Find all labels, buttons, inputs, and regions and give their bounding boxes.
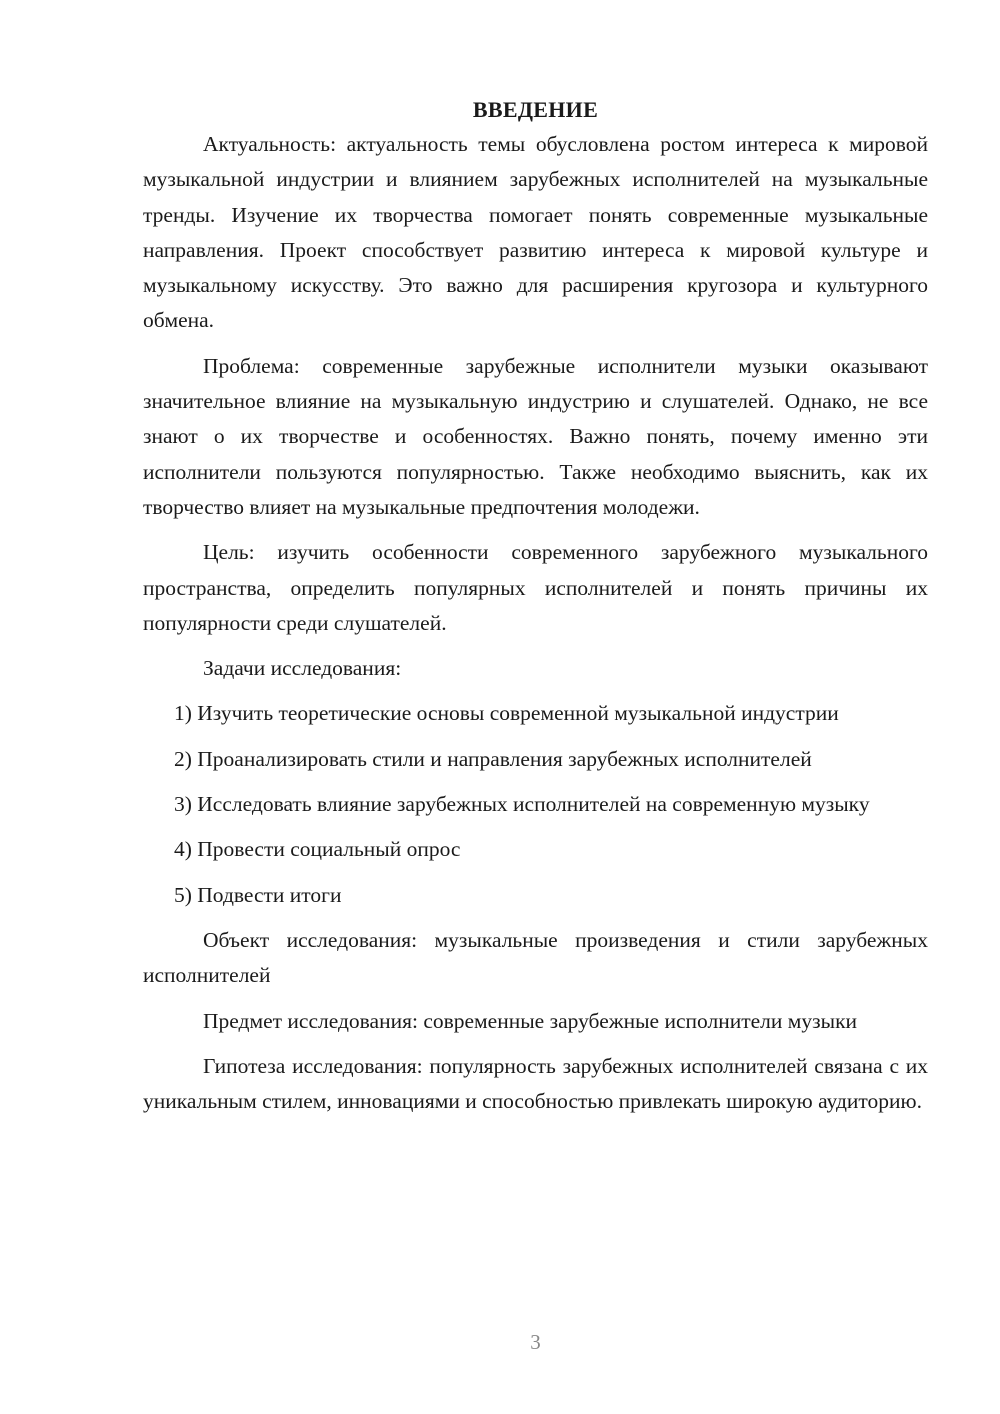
object-paragraph: Объект исследования: музыкальные произведения и стили зарубежных исполнителей xyxy=(143,927,928,988)
page-title: ВВЕДЕНИЕ xyxy=(472,97,599,122)
task-item-2: 2) Проанализировать стили и направления зарубежных исполнителей xyxy=(174,746,812,771)
document-page xyxy=(143,92,928,1332)
hypothesis-paragraph: Гипотеза исследования: популярность зарубежных исполнителей связана с их уникальным стилем, инновациями и способностью привлекать широкую аудиторию. xyxy=(143,1053,928,1114)
subject-paragraph: Предмет исследования: современные зарубежные исполнители музыки xyxy=(203,1008,858,1033)
page-number: 3 xyxy=(530,1330,541,1354)
task-item-5: 5) Подвести итоги xyxy=(174,882,342,907)
problem-paragraph: Проблема: современные зарубежные исполнители музыки оказывают значительное влияние на музыкальную индустрию и слушателей. Однако, не все знают о их творчестве и особенностях. Важно понять, почему именно эти исполнители пользуются популярностью. Также необходимо выяснить, как их творчество влияет на музыкальные предпочтения молодежи. xyxy=(143,353,928,519)
tasks-heading: Задачи исследования: xyxy=(203,656,402,681)
relevance-paragraph: Актуальность: актуальность темы обусловлена ростом интереса к мировой музыкальной индустрии и влиянием зарубежных исполнителей на музыкальные тренды. Изучение их творчества помогает понять современные музыкальные направления. Проект способствует развитию интереса к мировой культуре и музыкальному искусству. Это важно для расширения кругозора и культурного обмена. xyxy=(143,132,928,333)
task-item-3: 3) Исследовать влияние зарубежных исполнителей на современную музыку xyxy=(174,792,870,817)
task-item-4: 4) Провести социальный опрос xyxy=(174,837,461,862)
goal-paragraph: Цель: изучить особенности современного зарубежного музыкального пространства, определить популярных исполнителей и понять причины их популярности среди слушателей. xyxy=(143,540,928,635)
task-item-1: 1) Изучить теоретические основы современной музыкальной индустрии xyxy=(174,701,839,726)
